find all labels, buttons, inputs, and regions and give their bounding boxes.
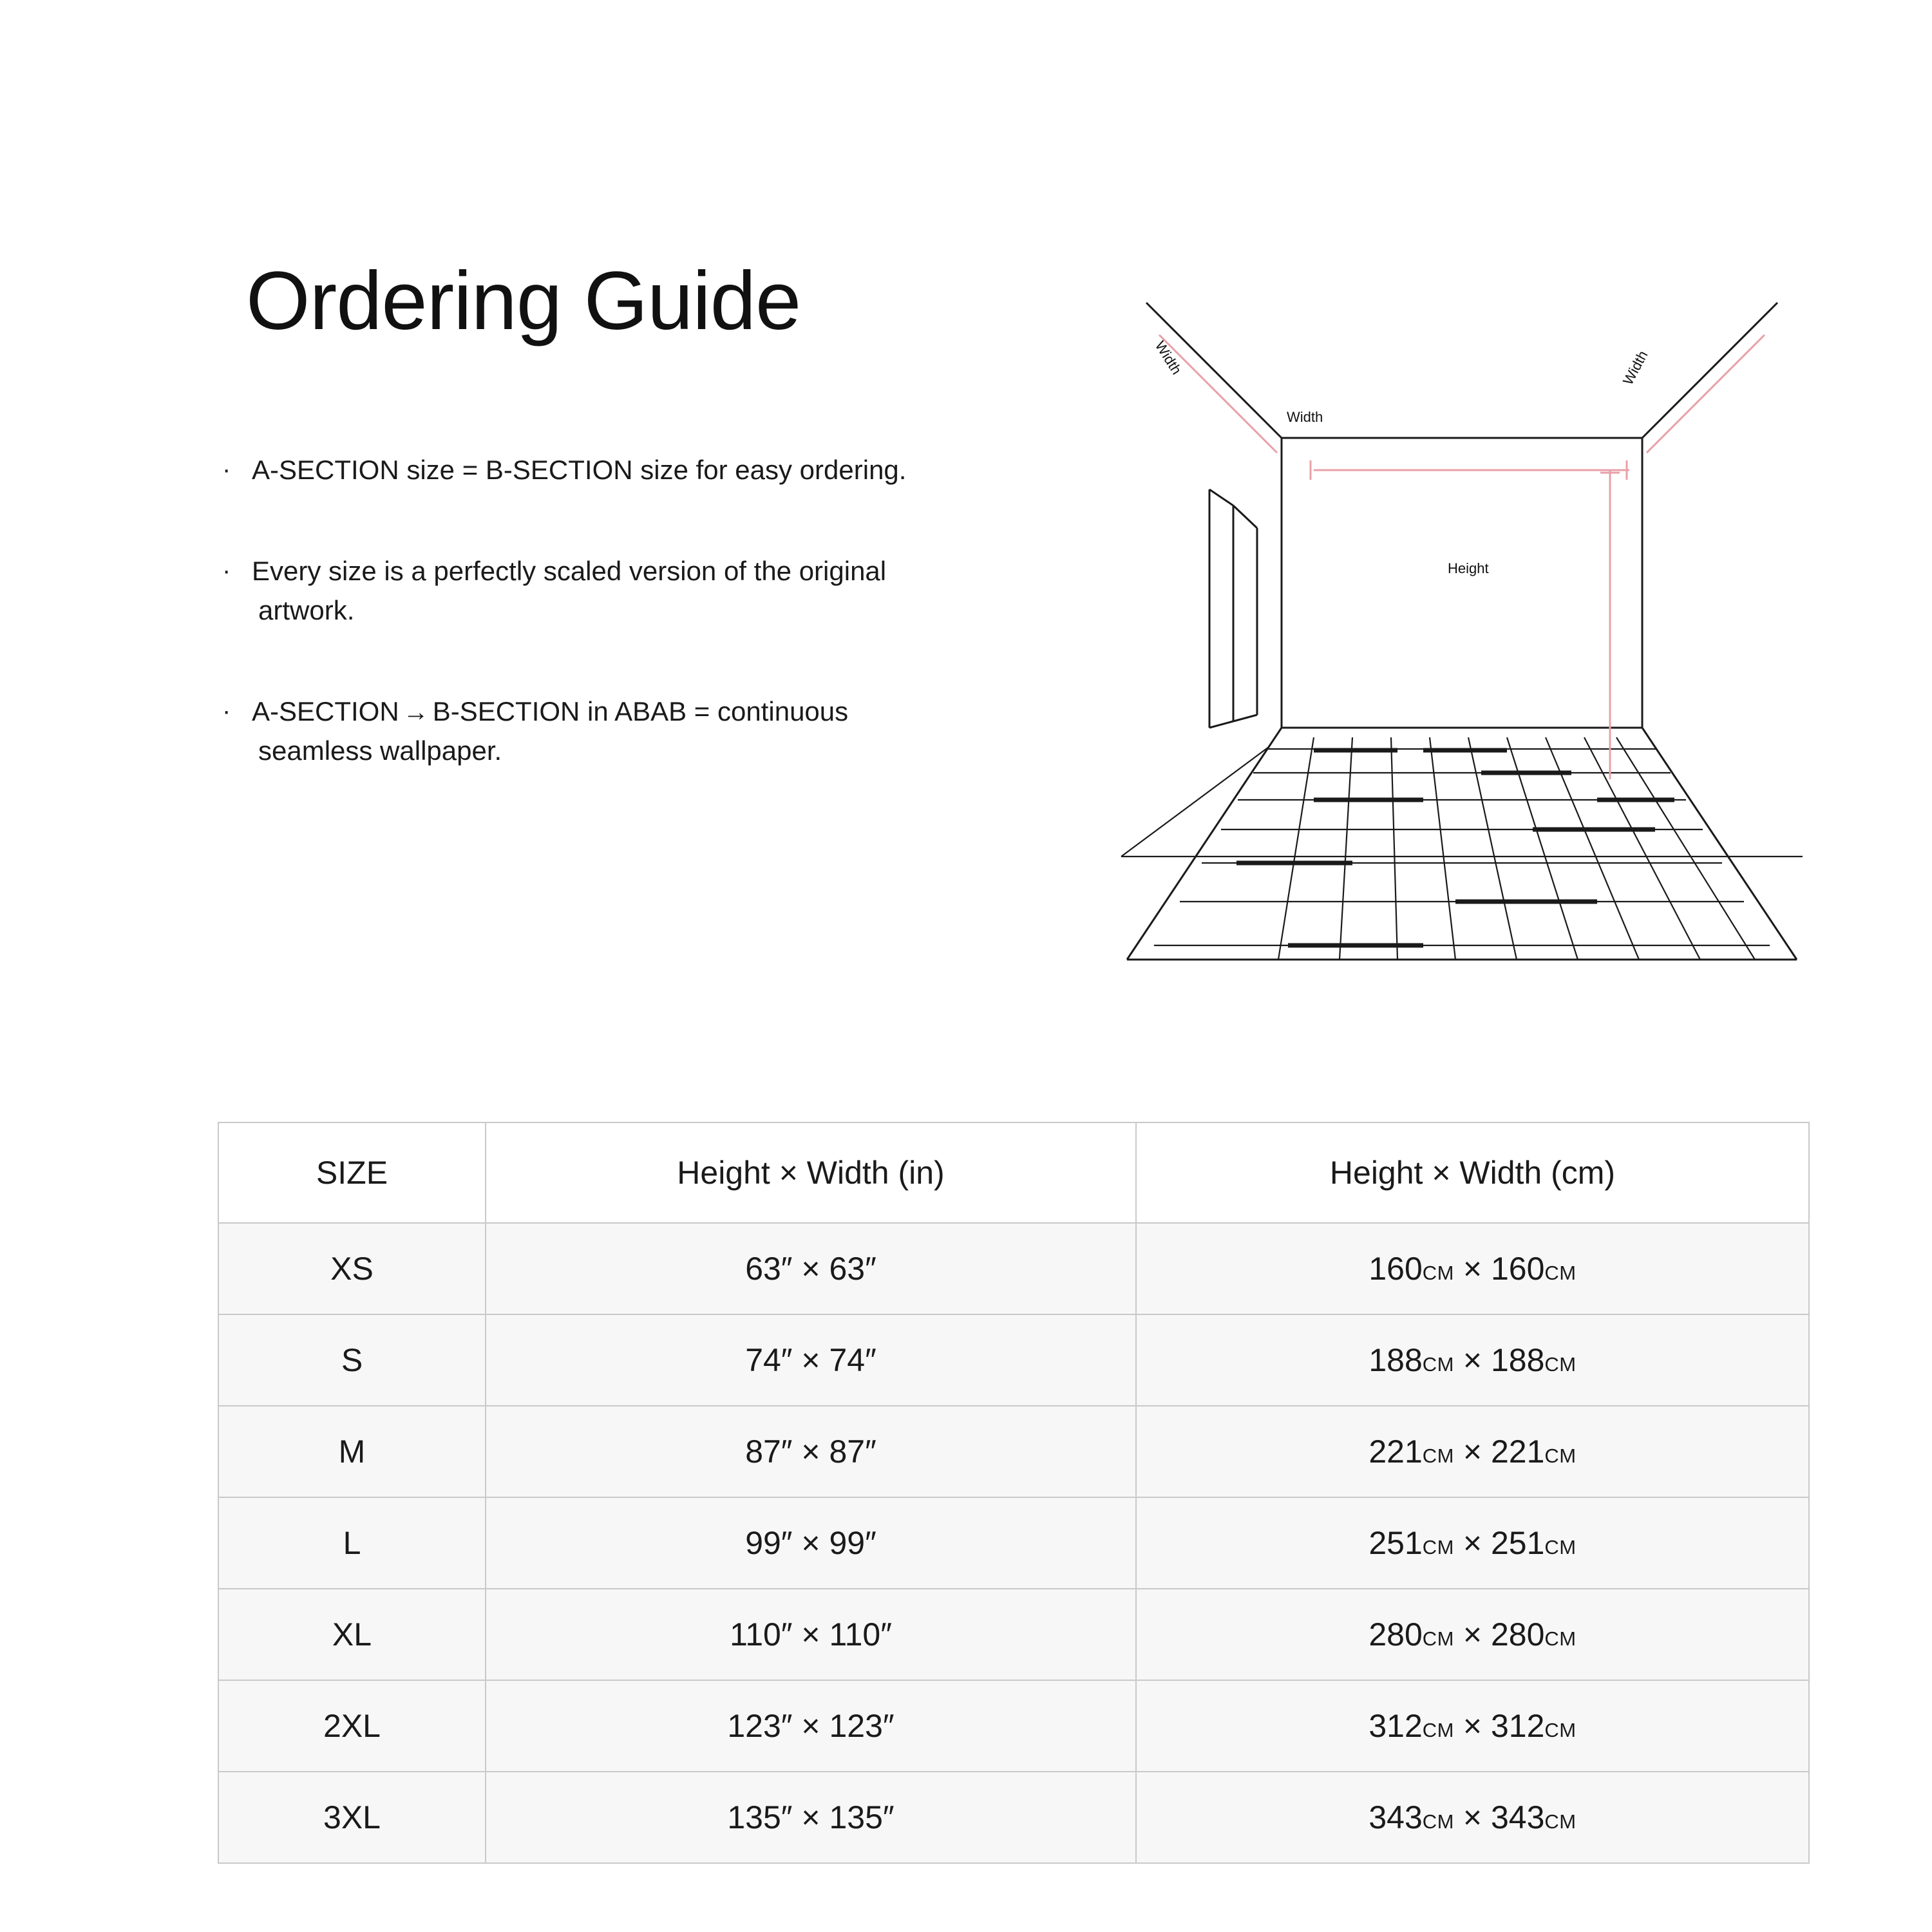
bullet-text [252,692,1124,771]
cell-inches: 74″ × 74″ [486,1314,1136,1406]
size-table-container [218,1122,1808,1864]
bullet-line-2: artwork. [258,594,355,625]
arrow-icon: → [402,697,429,726]
list-item [222,552,1124,630]
cm-width: 280 [1490,1616,1545,1653]
cm-height: 221 [1368,1434,1423,1470]
cell-size: S [218,1314,486,1406]
cm-height: 160 [1368,1251,1423,1287]
table-row [218,1772,1809,1863]
cm-height: 343 [1368,1799,1423,1835]
cell-inches: 99″ × 99″ [486,1497,1136,1589]
cm-unit: CM [1422,1444,1454,1467]
cell-inches: 123″ × 123″ [486,1680,1136,1772]
bullet-text [252,552,1124,630]
cm-unit: CM [1422,1353,1454,1376]
list-item [222,692,1124,771]
cm-unit: CM [1422,1262,1454,1284]
cm-unit: CM [1422,1719,1454,1741]
cell-centimeters: 221CM × 221CM [1136,1406,1809,1497]
cm-unit: CM [1544,1536,1577,1558]
diagram-label-width-top: Width [1287,409,1323,425]
bullet-list [222,451,1124,832]
table-row [218,1497,1809,1589]
cm-unit: CM [1422,1536,1454,1558]
cm-height: 312 [1368,1708,1423,1744]
cell-size: M [218,1406,486,1497]
bullet-line-1-pre: A-SECTION [252,696,399,726]
cell-size: 2XL [218,1680,486,1772]
size-table [218,1122,1810,1864]
cm-height: 251 [1368,1525,1423,1561]
cell-inches: 87″ × 87″ [486,1406,1136,1497]
cm-unit: CM [1544,1627,1577,1650]
bullet-line-1-post: B-SECTION in ABAB = continuous [432,696,849,726]
cell-centimeters: 280CM × 280CM [1136,1589,1809,1680]
bullet-line-1: A-SECTION size = B-SECTION size for easy ordering. [252,455,907,485]
table-row [218,1680,1809,1772]
cm-unit: CM [1544,1353,1577,1376]
cm-height: 188 [1368,1342,1423,1378]
cm-unit: CM [1422,1810,1454,1833]
table-row [218,1406,1809,1497]
list-item [222,451,1124,490]
cell-size: 3XL [218,1772,486,1863]
cm-unit: CM [1544,1719,1577,1741]
cell-centimeters: 188CM × 188CM [1136,1314,1809,1406]
table-row [218,1589,1809,1680]
cm-width: 251 [1490,1525,1545,1561]
cell-centimeters: 160CM × 160CM [1136,1223,1809,1314]
cell-centimeters: 343CM × 343CM [1136,1772,1809,1863]
table-header-row [218,1122,1809,1223]
bullet-marker: · [222,556,231,585]
diagram-label-height: Height [1448,560,1489,576]
diagram-label-width-right: Width [1620,348,1651,388]
cm-width: 160 [1490,1251,1545,1287]
cell-size: L [218,1497,486,1589]
cm-unit: CM [1544,1810,1577,1833]
bullet-line-2: seamless wallpaper. [258,735,502,766]
table-row [218,1223,1809,1314]
cm-width: 221 [1490,1434,1545,1470]
cm-width: 343 [1490,1799,1545,1835]
column-header-size: SIZE [218,1122,486,1223]
diagram-label-width-left: Width [1151,338,1185,377]
cell-centimeters: 312CM × 312CM [1136,1680,1809,1772]
bullet-marker: · [222,696,231,725]
page-title: Ordering Guide [246,254,801,347]
bullet-text [252,451,1124,490]
cm-width: 188 [1490,1342,1545,1378]
cell-centimeters: 251CM × 251CM [1136,1497,1809,1589]
room-perspective-diagram [1121,277,1803,985]
bullet-marker: · [222,455,231,484]
column-header-inches: Height × Width (in) [486,1122,1136,1223]
cell-inches: 63″ × 63″ [486,1223,1136,1314]
bullet-line-1: Every size is a perfectly scaled version of the original [252,555,887,586]
cm-height: 280 [1368,1616,1423,1653]
cell-size: XL [218,1589,486,1680]
cm-unit: CM [1544,1444,1577,1467]
cm-width: 312 [1490,1708,1545,1744]
cell-inches: 110″ × 110″ [486,1589,1136,1680]
column-header-centimeters: Height × Width (cm) [1136,1122,1809,1223]
table-row [218,1314,1809,1406]
cm-unit: CM [1544,1262,1577,1284]
cell-inches: 135″ × 135″ [486,1772,1136,1863]
cm-unit: CM [1422,1627,1454,1650]
cell-size: XS [218,1223,486,1314]
